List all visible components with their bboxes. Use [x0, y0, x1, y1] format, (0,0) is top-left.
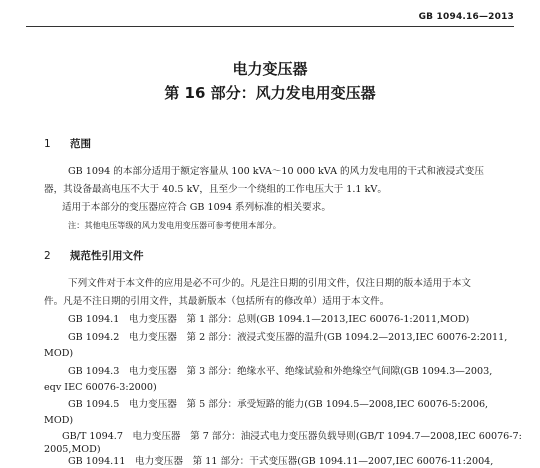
reference-line: MOD)	[44, 415, 74, 426]
section-1-number: 1	[44, 138, 51, 150]
section-2-intro-line-2: 件。凡是不注日期的引用文件，其最新版本（包括所有的修改单）适用于本文件。	[44, 296, 390, 307]
header-rule	[26, 26, 514, 27]
section-1-title: 范围	[70, 138, 91, 150]
section-1-para-1-line-1: GB 1094 的本部分适用于额定容量从 100 kVA～10 000 kVA 的风力发电用的干式和液浸式变压	[68, 166, 484, 177]
section-1-note: 注：其他电压等级的风力发电用变压器可参考使用本部分。	[68, 220, 281, 230]
reference-line: eqv IEC 60076-3:2000)	[44, 382, 157, 393]
section-2-title: 规范性引用文件	[70, 250, 144, 262]
reference-line: GB 1094.2 电力变压器 第 2 部分：液浸式变压器的温升(GB 1094.2—2013,IEC 60076-2:2011,	[68, 332, 508, 343]
section-2-number: 2	[44, 250, 51, 262]
reference-line: GB/T 1094.7 电力变压器 第 7 部分：油浸式电力变压器负载导则(GB/T 1094.7—2008,IEC 60076-7:	[62, 431, 522, 442]
section-1-heading	[44, 136, 91, 151]
reference-line: MOD)	[44, 348, 74, 359]
section-2-intro-line-1: 下列文件对于本文件的应用是必不可少的。凡是注日期的引用文件，仅注日期的版本适用于本文	[68, 278, 471, 289]
reference-line: 2005,MOD)	[44, 444, 101, 455]
standard-id: GB 1094.16—2013	[418, 12, 514, 22]
section-1-para-2: 适用于本部分的变压器应符合 GB 1094 系列标准的相关要求。	[62, 202, 331, 213]
reference-line: GB 1094.11 电力变压器 第 11 部分：干式变压器(GB 1094.11—2007,IEC 60076-11:2004,	[68, 456, 494, 467]
reference-line: GB 1094.3 电力变压器 第 3 部分：绝缘水平、绝缘试验和外绝缘空气间隙(GB 1094.3—2003,	[68, 366, 493, 377]
reference-line: GB 1094.5 电力变压器 第 5 部分：承受短路的能力(GB 1094.5—2008,IEC 60076-5:2006,	[68, 399, 489, 410]
section-1-para-1-line-2: 器，其设备最高电压不大于 40.5 kV，且至少一个绕组的工作电压大于 1.1 kV。	[44, 184, 387, 195]
section-2-heading	[44, 248, 144, 263]
title-line-1: 电力变压器	[232, 60, 308, 78]
title-line-2: 第 16 部分：风力发电用变压器	[164, 84, 376, 102]
reference-line: GB 1094.1 电力变压器 第 1 部分：总则(GB 1094.1—2013,IEC 60076-1:2011,MOD)	[68, 314, 470, 325]
